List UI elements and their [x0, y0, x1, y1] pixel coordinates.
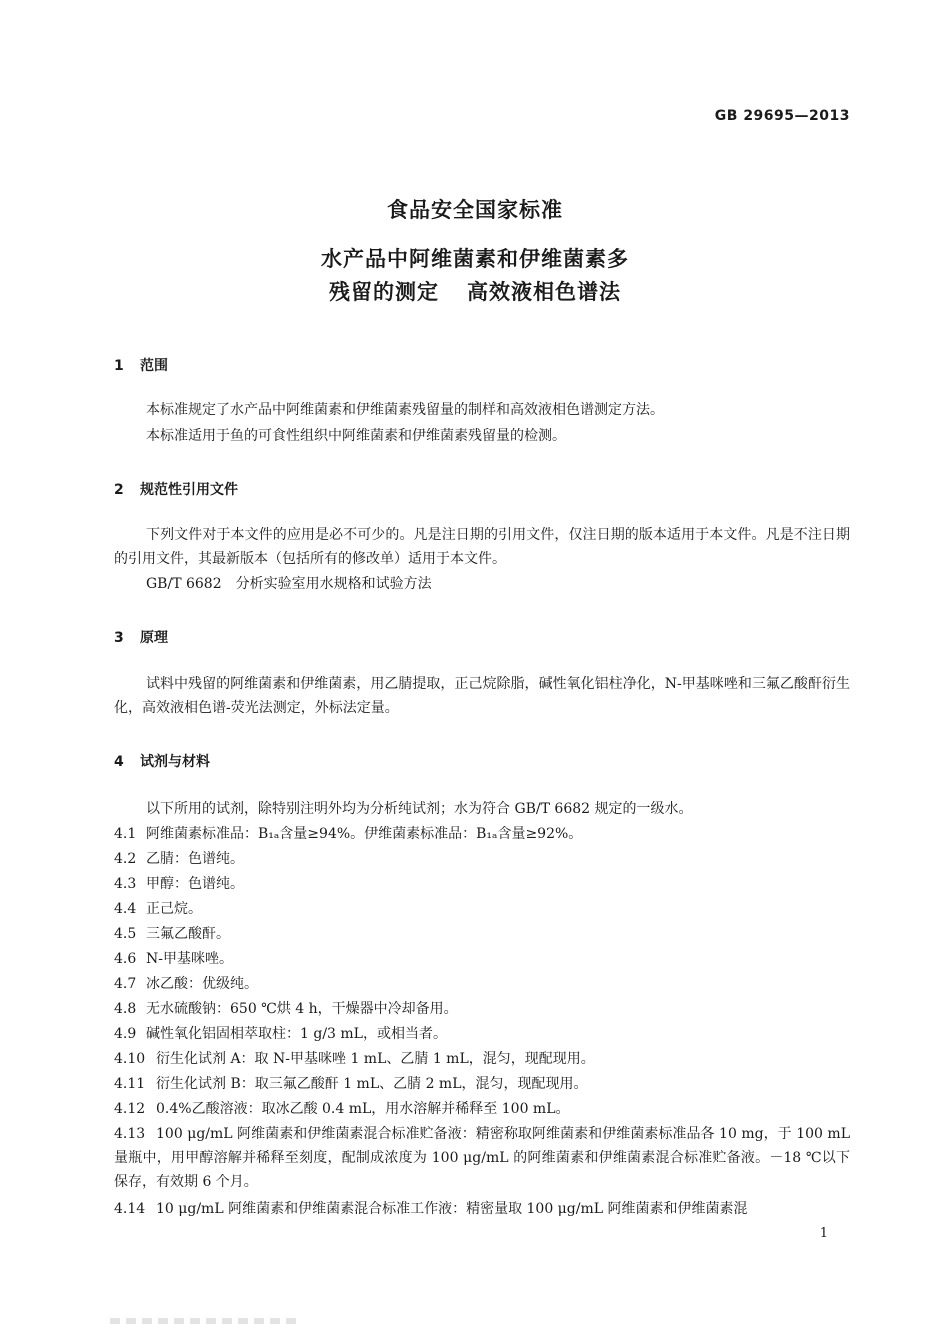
reagent-item: 4.9 碱性氧化铝固相萃取柱：1 g/3 mL，或相当者。 — [114, 1026, 447, 1042]
reagents-intro: 以下所用的试剂，除特别注明外均为分析纯试剂；水为符合 GB/T 6682 规定的一级水。 — [146, 801, 693, 817]
reagent-item: 4.1 阿维菌素标准品：B₁ₐ含量≥94%。伊维菌素标准品：B₁ₐ含量≥92%。 — [114, 826, 583, 842]
reagent-item: 4.11 衍生化试剂 B：取三氟乙酸酐 1 mL、乙腈 2 mL，混匀，现配现用。 — [114, 1076, 588, 1092]
doc-title-line-3a: 残留的测定 — [329, 280, 439, 304]
reagent-item: 4.14 10 μg/mL 阿维菌素和伊维菌素混合标准工作液：精密量取 100 μg/mL 阿维菌素和伊维菌素混 — [114, 1201, 748, 1217]
normative-paragraph: 下列文件对于本文件的应用是必不可少的。凡是注日期的引用文件，仅注日期的版本适用于本文件。凡是不注日期的引用文件，其最新版本（包括所有的修改单）适用于本文件。 — [114, 527, 850, 567]
section-heading-scope: 1 范围 — [114, 358, 168, 374]
scan-artifact — [110, 1318, 300, 1324]
reagent-item: 4.13 100 μg/mL 阿维菌素和伊维菌素混合标准贮备液：精密称取阿维菌素和伊维菌素标准品各 10 mg，于 100 mL 量瓶中，用甲醇溶解并稀释至刻度，配制成浓度为 100 μg/mL 的阿维菌素和伊维菌素混合标准贮备液。－18 ℃以下保存，有效期 6 个月。 — [114, 1126, 850, 1190]
reagent-item: 4.7 冰乙酸：优级纯。 — [114, 976, 258, 992]
scope-paragraph-2: 本标准适用于鱼的可食性组织中阿维菌素和伊维菌素残留量的检测。 — [146, 428, 566, 444]
section-heading-principle: 3 原理 — [114, 630, 168, 646]
reagent-item: 4.5 三氟乙酸酐。 — [114, 926, 230, 942]
section-heading-normative-references: 2 规范性引用文件 — [114, 482, 238, 498]
normative-reference-item: GB/T 6682 分析实验室用水规格和试验方法 — [146, 576, 432, 592]
reagent-item: 4.10 衍生化试剂 A：取 N-甲基咪唑 1 mL、乙腈 1 mL，混匀，现配现用。 — [114, 1051, 595, 1067]
doc-title-line-3b: 高效液相色谱法 — [467, 280, 621, 304]
doc-title-main: 食品安全国家标准 — [387, 198, 563, 222]
reagent-item: 4.6 N-甲基咪唑。 — [114, 951, 233, 967]
standard-number: GB 29695—2013 — [714, 108, 850, 124]
section-heading-reagents: 4 试剂与材料 — [114, 754, 210, 770]
principle-paragraph: 试料中残留的阿维菌素和伊维菌素，用乙腈提取，正己烷除脂，碱性氧化铝柱净化，N-甲基咪唑和三氟乙酸酐衍生化，高效液相色谱-荧光法测定，外标法定量。 — [114, 676, 850, 716]
reagent-item: 4.2 乙腈：色谱纯。 — [114, 851, 244, 867]
doc-title-line-3 — [0, 276, 950, 306]
reagent-item: 4.3 甲醇：色谱纯。 — [114, 876, 244, 892]
doc-title-line-2: 水产品中阿维菌素和伊维菌素多 — [321, 247, 629, 271]
reagent-item: 4.12 0.4%乙酸溶液：取冰乙酸 0.4 mL，用水溶解并稀释至 100 mL。 — [114, 1101, 570, 1117]
scope-paragraph-1: 本标准规定了水产品中阿维菌素和伊维菌素残留量的制样和高效液相色谱测定方法。 — [146, 402, 664, 418]
reagent-item: 4.4 正己烷。 — [114, 901, 202, 917]
page-number: 1 — [819, 1226, 828, 1241]
reagent-item: 4.8 无水硫酸钠：650 ℃烘 4 h，干燥器中冷却备用。 — [114, 1001, 458, 1017]
